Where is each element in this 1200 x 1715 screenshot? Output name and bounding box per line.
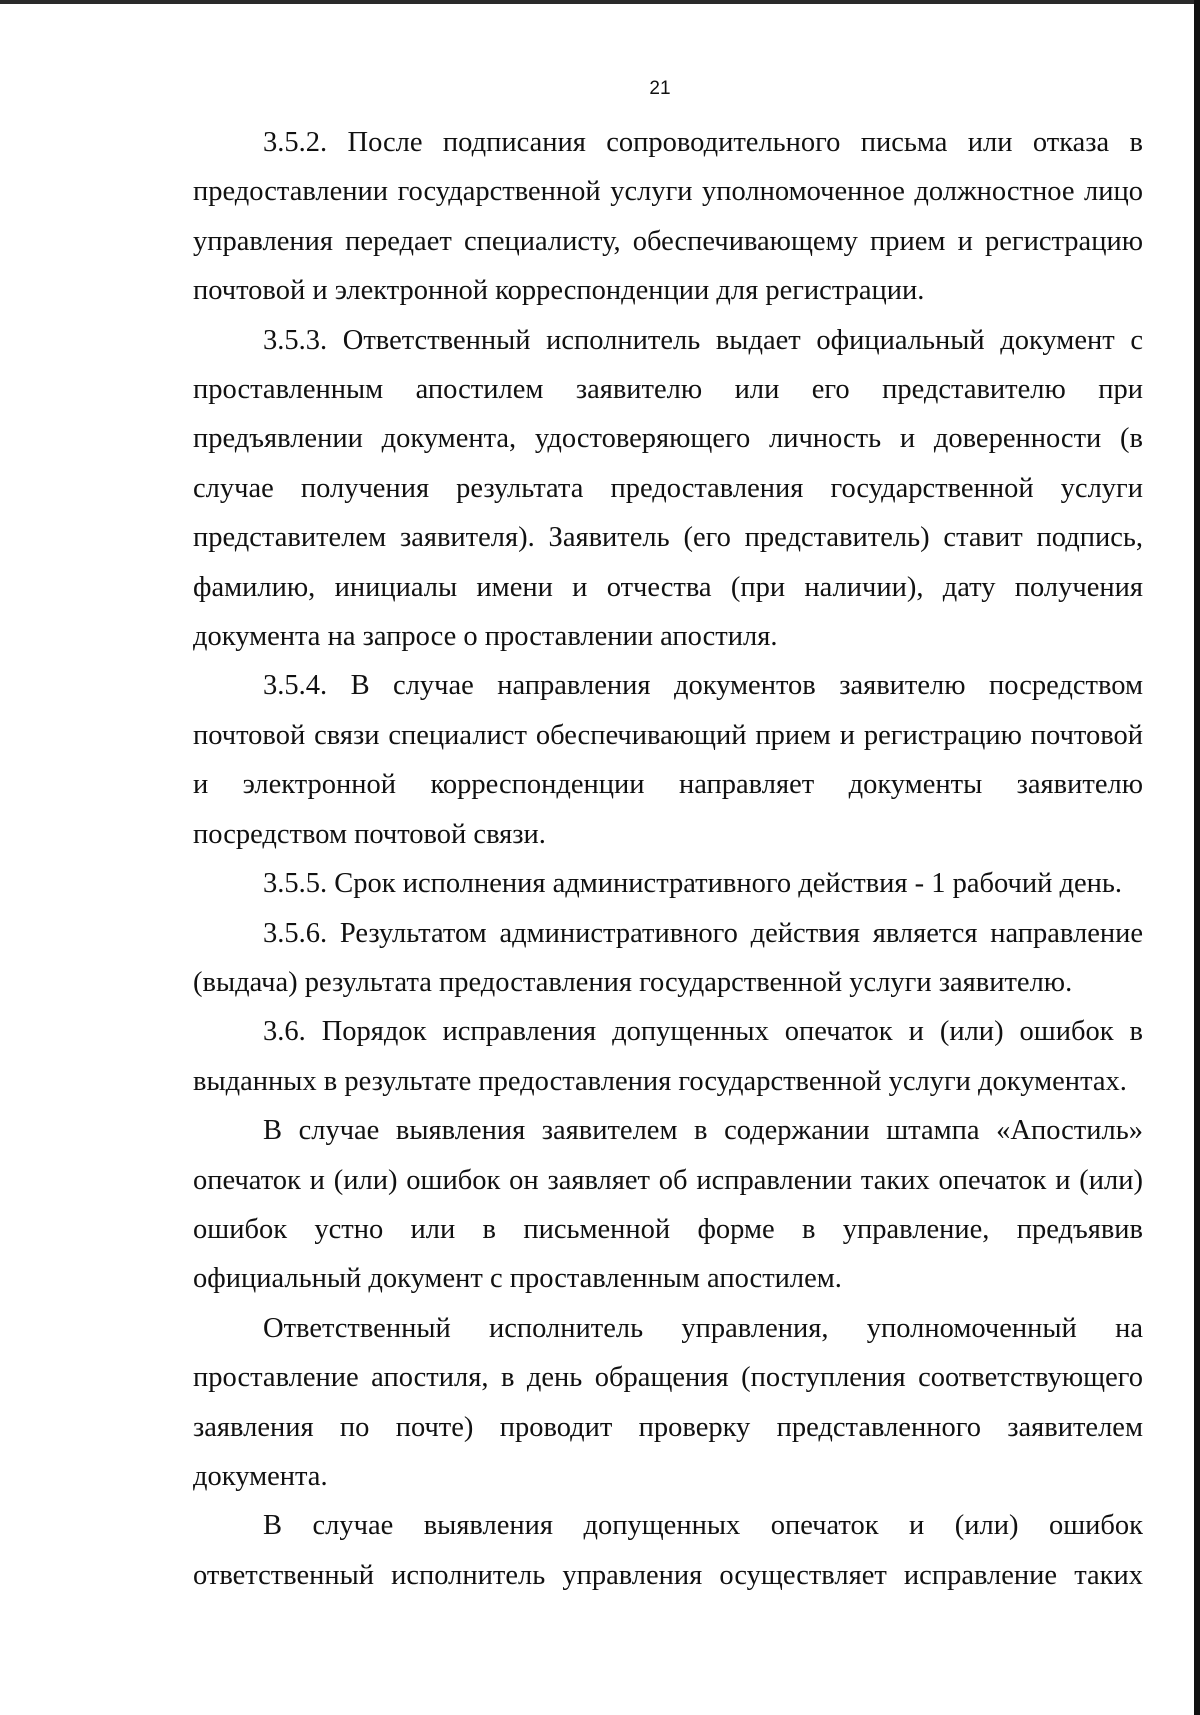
paragraph-correction: В случае выявления допущенных опечаток и (или) ошибок ответственный исполнитель управления осуществляет исправление таких xyxy=(193,1510,1143,1591)
paragraph-error-detection: В случае выявления заявителем в содержании штампа «Апостиль» опечаток и (или) ошибок он заявляет об исправлении таких опечаток и (или) ошибок устно или в письменной форме в управление, предъявив официальный документ с проставленным апостилем. xyxy=(193,1115,1143,1295)
scan-edge-top xyxy=(0,0,1200,4)
paragraph-3-5-5: 3.5.5. Срок исполнения административного действия - 1 рабочий день. xyxy=(263,868,1123,900)
document-body xyxy=(193,118,1143,1600)
paragraph-3-5-2: 3.5.2. После подписания сопроводительного письма или отказа в предоставлении государственной услуги уполномоченное должностное лицо управления передает специалисту, обеспечивающему прием и регистрацию почтовой и электронной корреспонденции для регистрации. xyxy=(193,127,1143,307)
page-number: 21 xyxy=(649,78,671,99)
paragraph-3-5-3: 3.5.3. Ответственный исполнитель выдает официальный документ с проставленным апостилем заявителю или его представителю при предъявлении документа, удостоверяющего личность и доверенности (в случае получения результата предоставления государственной услуги представителем заявителя). Заявитель (его представитель) ставит подпись, фамилию, инициалы имени и отчества (при наличии), дату получения документа на запросе о проставлении апостиля. xyxy=(193,324,1143,653)
paragraph-3-5-4: 3.5.4. В случае направления документов заявителю посредством почтовой связи специалист обеспечивающий прием и регистрацию почтовой и электронной корреспонденции направляет документы заявителю посредством почтовой связи. xyxy=(193,670,1143,850)
scan-edge-right xyxy=(1194,0,1200,1715)
paragraph-responsible-check: Ответственный исполнитель управления, уполномоченный на проставление апостиля, в день обращения (поступления соответствующего заявления по почте) проводит проверку представленного заявителем документа. xyxy=(193,1312,1143,1492)
paragraph-3-5-6: 3.5.6. Результатом административного действия является направление (выдача) результата предоставления государственной услуги заявителю. xyxy=(193,917,1143,998)
paragraph-3-6: 3.6. Порядок исправления допущенных опечаток и (или) ошибок в выданных в результате предоставления государственной услуги документах. xyxy=(193,1016,1143,1097)
